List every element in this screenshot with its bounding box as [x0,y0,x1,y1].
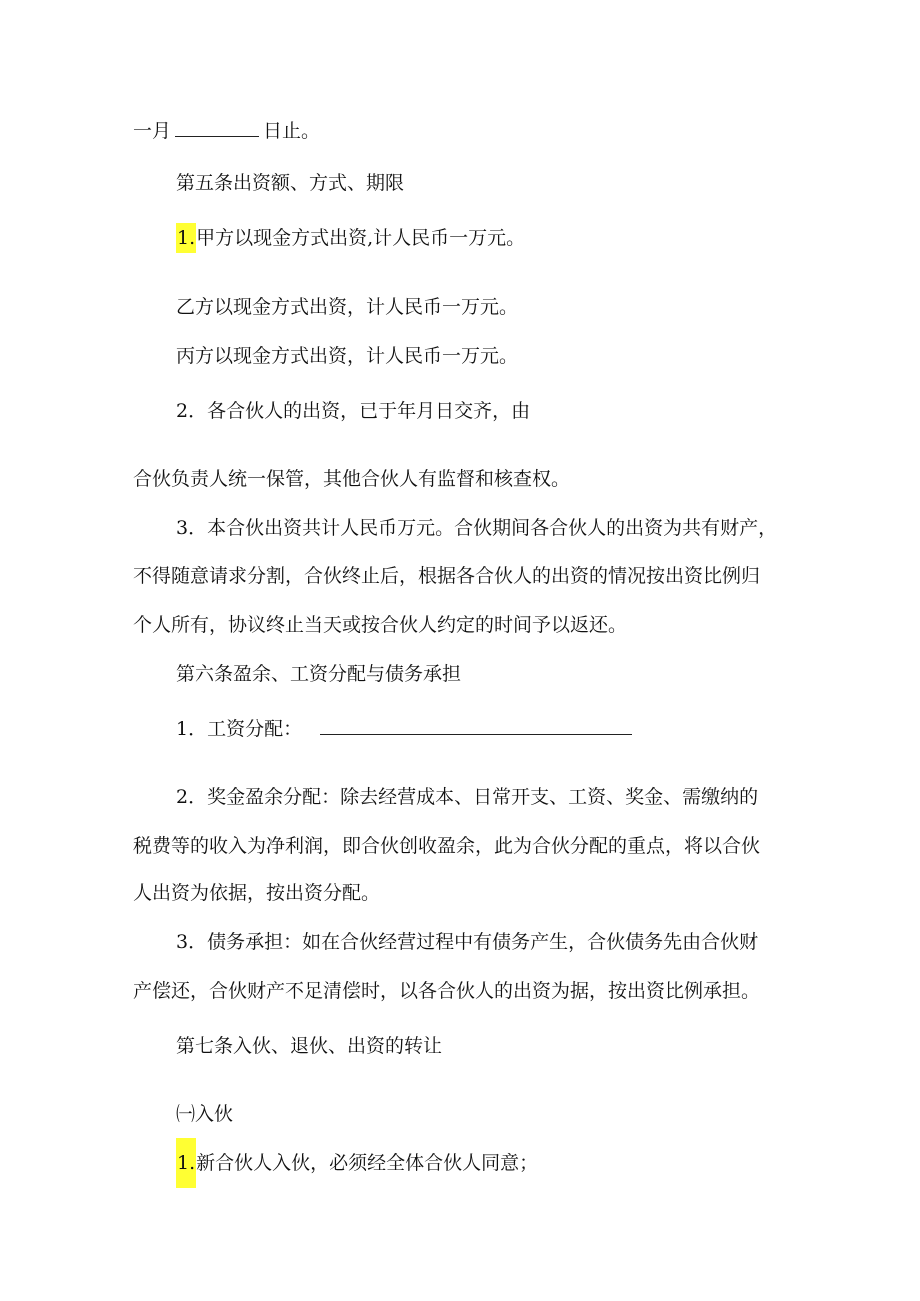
article-5-item-3-line-2: 不得随意请求分割，合伙终止后，根据各合伙人的出资的情况按出资比例归 [133,565,761,587]
article-7-subsection-1: ㈠入伙 [176,1103,234,1125]
article-5-party-yi: 乙方以现金方式出资，计人民币一万元。 [176,296,519,318]
month-text: 一月 [133,120,172,142]
article-6-item-3-line-2: 产偿还，合伙财产不足清偿时，以各合伙人的出资为据，按出资比例承担。 [133,980,761,1002]
article-6-title: 第六条盈余、工资分配与债务承担 [176,663,462,685]
date-end-line [133,118,320,144]
article-6-item-1 [176,716,632,742]
article-5-item-3-line-1: 3．本合伙出资共计人民币万元。合伙期间各合伙人的出资为共有财产， [176,517,778,539]
item-text: 新合伙人入伙，必须经全体合伙人同意； [196,1152,539,1174]
salary-label: 1．工资分配： [176,718,303,740]
day-end-text: 日止。 [263,120,321,142]
day-blank [175,118,259,137]
article-5-title: 第五条出资额、方式、期限 [176,172,405,194]
item-number-highlight: 1. [176,1138,196,1188]
article-6-item-2-line-2: 税费等的收入为净利润，即合伙创收盈余，此为合伙分配的重点，将以合伙 [133,835,761,857]
article-5-item-1 [176,225,525,251]
article-6-item-2-line-3: 人出资为依据，按出资分配。 [133,882,381,904]
article-5-item-3-line-3: 个人所有，协议终止当天或按合伙人约定的时间予以返还。 [133,614,628,636]
article-5-item-2-continued: 合伙负责人统一保管，其他合伙人有监督和核查权。 [133,468,571,490]
article-6-item-3-line-1: 3．债务承担：如在合伙经营过程中有债务产生，合伙债务先由合伙财 [176,931,759,953]
salary-blank [320,716,632,735]
article-7-title: 第七条入伙、退伙、出资的转让 [176,1035,443,1057]
article-6-item-2-line-1: 2．奖金盈余分配：除去经营成本、日常开支、工资、奖金、需缴纳的 [176,786,759,808]
article-7-item-1 [176,1150,538,1176]
item-number-highlight: 1. [176,223,196,253]
article-5-item-2: 2．各合伙人的出资，已于年月日交齐，由 [176,400,531,422]
item-text: 甲方以现金方式出资,计人民币一万元。 [196,227,526,249]
article-5-party-bing: 丙方以现金方式出资，计人民币一万元。 [176,345,519,367]
